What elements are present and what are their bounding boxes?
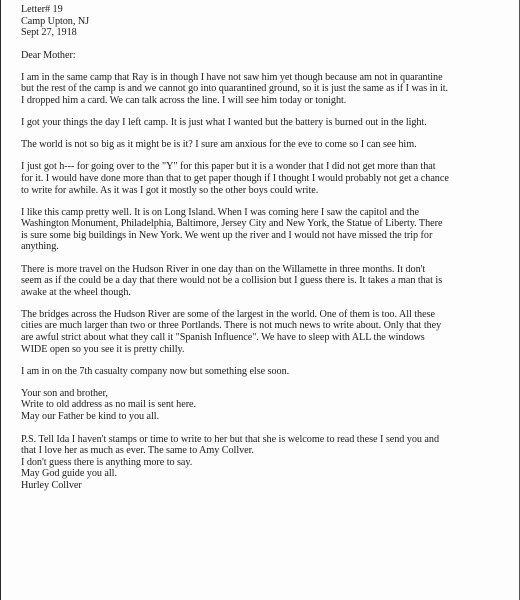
text-line: to write for awhile. As it was I got it mostly so the other boys could write. xyxy=(21,184,319,196)
text-line: seem as if the could be a day that there would not be a collision but I guess there is. It takes a man that is xyxy=(21,275,443,287)
text-line: The world is not so big as it might be is it? I sure am anxious for the eve to come so I can see him. xyxy=(21,139,417,151)
paragraph xyxy=(21,366,515,378)
text-line: but the rest of the camp is and we cannot go into quarantined ground, so it is just the same as if I was in it. xyxy=(21,83,449,95)
text-line: is sure some big buildings in New York. We went up the river and I would not have missed the trip for xyxy=(21,229,433,241)
postscript-line: that I love her as much as ever. The same to Amy Collver. xyxy=(21,445,254,457)
closing-line: May our Father be kind to you all. xyxy=(21,410,160,422)
text-line: cities are much larger than two or three Portlands. There is not much news to write about. Only that they xyxy=(21,320,442,332)
paragraph xyxy=(21,309,515,355)
closing-line: Write to old address as no mail is sent here. xyxy=(21,399,197,411)
signature: Hurley Collver xyxy=(21,479,82,491)
text-line: anything. xyxy=(21,241,59,253)
paragraph xyxy=(21,264,515,299)
text-line: for it. I would have done more than that to get paper though if I thought I would probably not get a chance xyxy=(21,172,449,184)
text-line: I like this camp pretty well. It is on Long Island. When I was coming here I saw the capitol and the xyxy=(21,206,419,218)
closing-line: Your son and brother, xyxy=(21,387,108,399)
text-line: WIDE open so you see it is pretty chilly. xyxy=(21,343,185,355)
letter-date: Sept 27, 1918 xyxy=(21,27,77,39)
text-line: Washington Monument, Philadelphia, Baltimore, Jersey City and New York, the Statue of Liberty. There xyxy=(21,218,443,230)
paragraph xyxy=(21,161,515,196)
text-line: awake at the wheel though. xyxy=(21,286,131,298)
postscript-line: I don't guess there is anything more to say. xyxy=(21,456,193,468)
letter-place: Camp Upton, NJ xyxy=(21,15,90,27)
paragraph xyxy=(21,139,515,151)
paragraph xyxy=(21,72,515,107)
text-line: I got your things the day I left camp. It is just what I wanted but the battery is burned out in the light. xyxy=(21,117,427,129)
text-line: I dropped him a card. We can talk across the line. I will see him today or tonight. xyxy=(21,95,347,107)
closing-block xyxy=(21,388,515,423)
letter-header xyxy=(21,4,515,39)
salutation: Dear Mother: xyxy=(21,49,76,61)
letter-body xyxy=(21,4,515,492)
text-line: I am in the same camp that Ray is in though I have not saw him yet though because am not in quarantine xyxy=(21,71,443,83)
text-line: I am in on the 7th casualty company now but something else soon. xyxy=(21,365,290,377)
text-line: I just got h--- for going over to the "Y" for this paper but it is a wonder that I did not get more than that xyxy=(21,161,436,173)
text-line: are awful strict about what they call it "Spanish Influence". We have to sleep with ALL the windows xyxy=(21,331,425,343)
postscript-line: P.S. Tell Ida I haven't stamps or time to write to her but that she is welcome to read these I send you and xyxy=(21,433,439,445)
paragraph xyxy=(21,207,515,253)
letter-number: Letter# 19 xyxy=(21,4,63,15)
text-line: There is more travel on the Hudson River in one day than on the Willamette in three months. It don't xyxy=(21,263,426,275)
postscript-line: May God guide you all. xyxy=(21,468,117,480)
paragraph xyxy=(21,117,515,129)
letter-paragraphs xyxy=(21,72,515,377)
postscript-block xyxy=(21,434,515,492)
text-line: The bridges across the Hudson River are some of the largest in the world. One of them is too. All these xyxy=(21,308,435,320)
